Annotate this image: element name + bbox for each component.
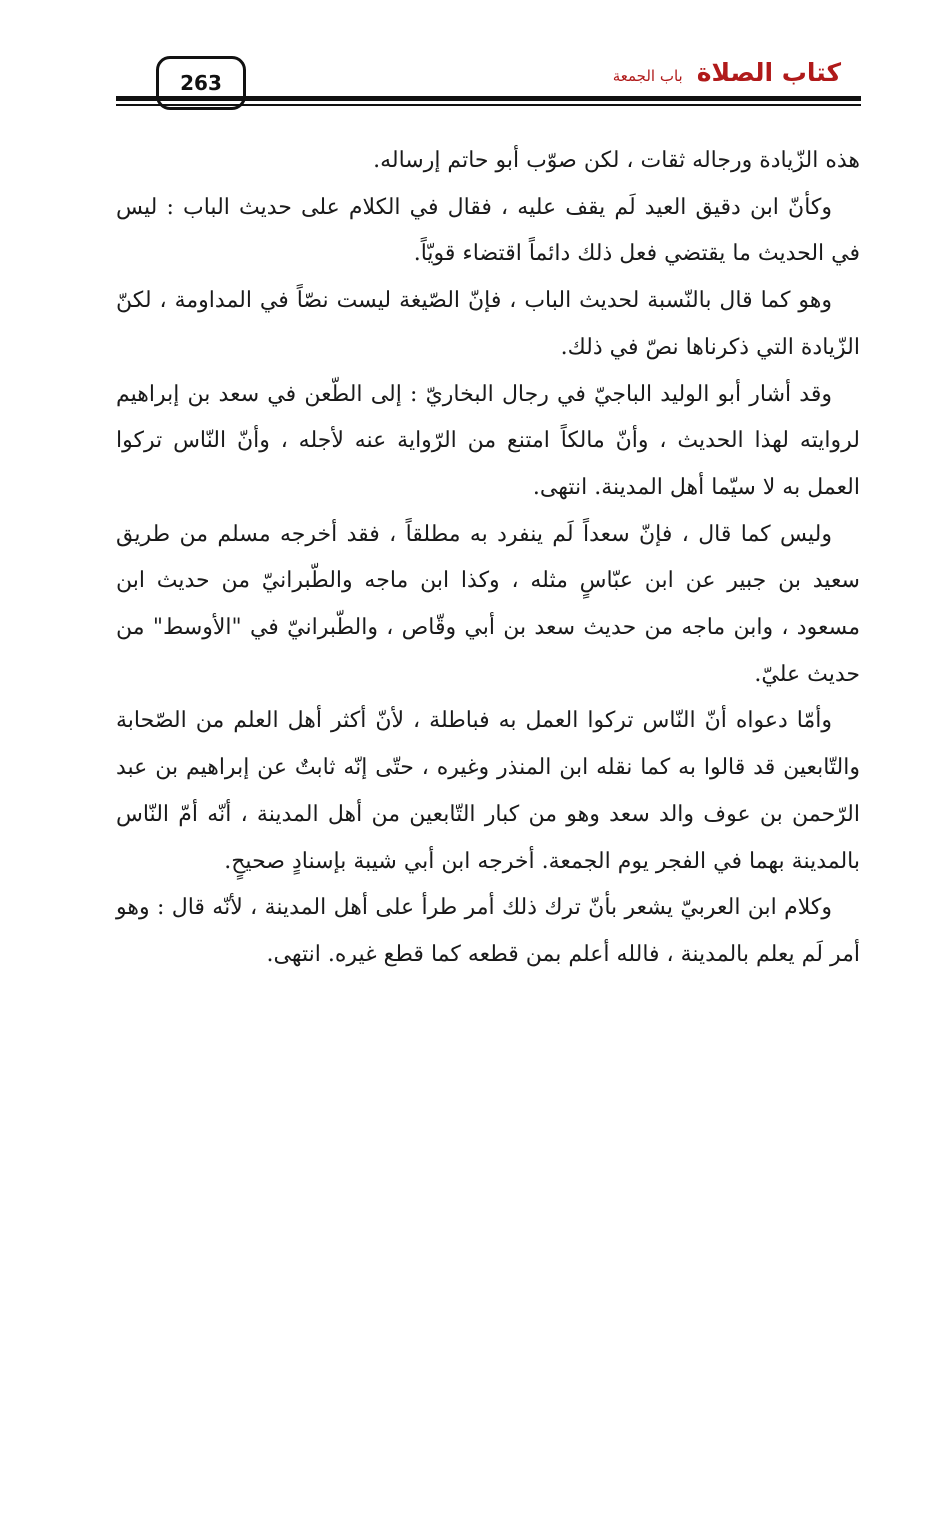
- header-rule-thin: [116, 104, 861, 106]
- paragraph: وكلام ابن العربيّ يشعر بأنّ ترك ذلك أمر طرأ على أهل المدينة ، لأنّه قال : وهو أمر لَم يعلم بالمدينة ، فالله أعلم بمن قطعه كما قطع غيره. انتهى.: [116, 895, 860, 967]
- paragraph: وليس كما قال ، فإنّ سعداً لَم ينفرد به مطلقاً ، فقد أخرجه مسلم من طريق سعيد بن جبير عن ابن عبّاسٍ مثله ، وكذا ابن ماجه والطّبرانيّ من حديث ابن مسعود ، وابن ماجه من حديث سعد بن أبي وقّاص ، والطّبرانيّ في "الأوسط" من حديث عليّ.: [116, 521, 860, 687]
- page-number: 263: [156, 56, 246, 110]
- header-rule-thick: [116, 96, 861, 101]
- running-head: [613, 58, 841, 87]
- book-title: كتاب الصلاة: [696, 58, 841, 87]
- text-body: [116, 138, 860, 979]
- paragraph: وكأنّ ابن دقيق العيد لَم يقف عليه ، فقال في الكلام على حديث الباب : ليس في الحديث ما يقتضي فعل ذلك دائماً اقتضاء قويّاً.: [116, 194, 860, 267]
- paragraph: وقد أشار أبو الوليد الباجيّ في رجال البخاريّ : إلى الطّعن في سعد بن إبراهيم لروايته لهذا الحديث ، وأنّ مالكاً امتنع من الرّواية عنه لأجله ، وأنّ النّاس تركوا العمل به لا سيّما أهل المدينة. انتهى.: [116, 381, 860, 500]
- page-header: [0, 0, 945, 120]
- chapter-title: باب الجمعة: [612, 67, 683, 85]
- paragraph: وهو كما قال بالنّسبة لحديث الباب ، فإنّ الصّيغة ليست نصّاً في المداومة ، لكنّ الزّيادة التي ذكرناها نصّ في ذلك.: [116, 288, 860, 360]
- paragraph: هذه الزّيادة ورجاله ثقات ، لكن صوّب أبو حاتم إرساله.: [373, 148, 860, 173]
- paragraph: وأمّا دعواه أنّ النّاس تركوا العمل به فباطلة ، لأنّ أكثر أهل العلم من الصّحابة والتّابعين قد قالوا به كما نقله ابن المنذر وغيره ، حتّى إنّه ثابتٌ عن إبراهيم بن عبد الرّحمن بن عوف والد سعد وهو من كبار التّابعين من أهل المدينة ، أنّه أمّ النّاس بالمدينة بهما في الفجر يوم الجمعة. أخرجه ابن أبي شيبة بإسنادٍ صحيحٍ.: [116, 708, 860, 874]
